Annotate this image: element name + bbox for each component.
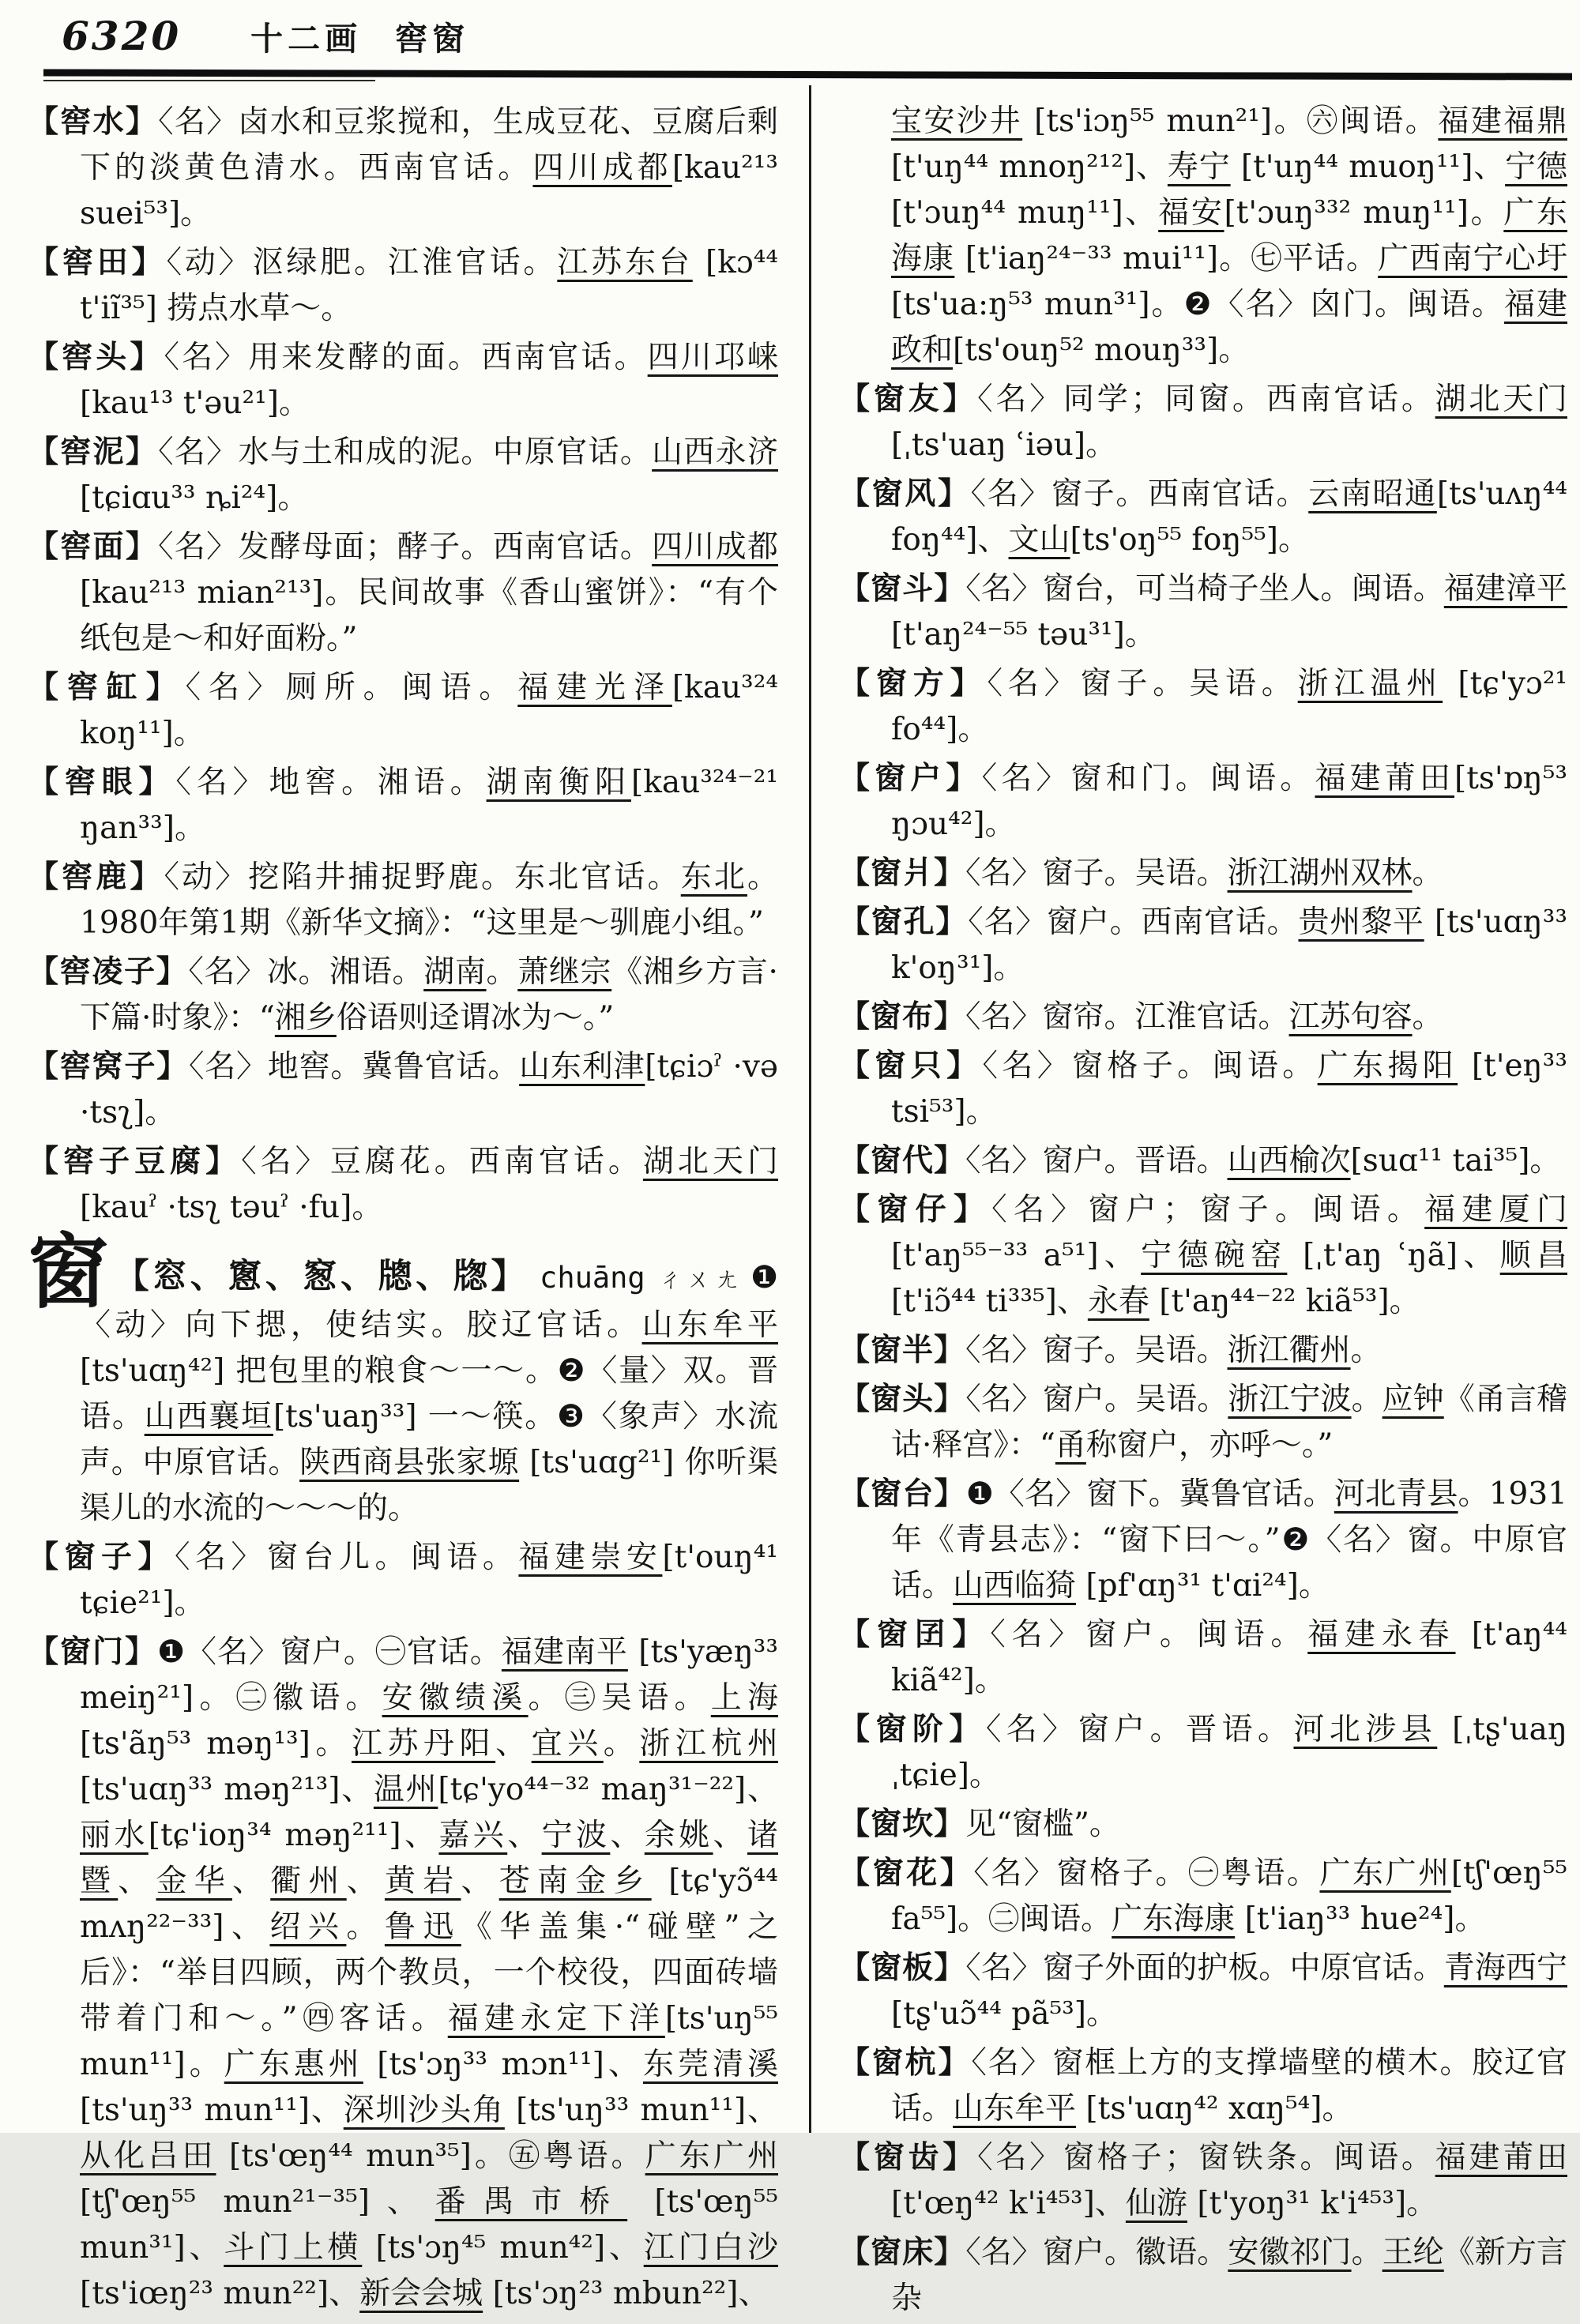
entry-headword: 【窗花】	[839, 1855, 974, 1891]
dict-entry	[28, 1044, 778, 1136]
column-divider	[809, 85, 811, 2133]
dict-entry	[839, 376, 1567, 468]
entry-body: 〈名〉厕所。闽语。福建光泽[kau³²⁴ koŋ¹¹]。	[80, 670, 778, 751]
entry-body: 〈名〉窗帘。江淮官话。江苏句容。	[965, 999, 1443, 1035]
entry-headword: 【窗孔】	[839, 904, 969, 940]
entry-headword: 【窖缸】	[28, 669, 186, 705]
dict-entry	[839, 1376, 1567, 1468]
dict-entry	[839, 2134, 1567, 2227]
entry-headword: 【窗户】	[839, 760, 982, 796]
entry-body: 〈名〉用来发酵的面。西南官话。四川邛崃[kau¹³ t'əu²¹]。	[80, 340, 778, 421]
stroke-count-section: 十二画	[250, 20, 363, 58]
entry-headword: 【窖水】	[28, 103, 159, 140]
dict-entry	[839, 1801, 1567, 1848]
dict-entry	[28, 99, 778, 237]
entry-headword: 【窗台】	[839, 1476, 966, 1512]
entry-body: 〈名〉窗户。徽语。安徽祁门。王纶《新方言杂	[891, 2235, 1567, 2316]
dict-entry	[839, 1611, 1567, 1704]
dict-entry	[28, 524, 778, 662]
entry-headword: 【窗门】	[28, 1634, 157, 1670]
section-characters: 窖窗	[395, 20, 470, 58]
entry-body: 宝安沙井 [ts'iɔŋ⁵⁵ mun²¹]。㊅闽语。福建福鼎[t'uŋ⁴⁴ mnoŋ²¹²]、寿宁 [t'uŋ⁴⁴ muoŋ¹¹]、宁德[t'ɔuŋ⁴⁴ muŋ¹¹]、福安[t'ɔuŋ³³² muŋ¹¹]。广东海康 [t'iaŋ²⁴⁻³³ mui¹¹]。㊆平话。广西南宁心圩[ts'ua:ŋ⁵³ mun³¹]。❷〈名〉囟门。闽语。福建政和[ts'ouŋ⁵² mouŋ³³]。	[891, 103, 1567, 368]
dict-entry	[28, 949, 778, 1041]
entry-body: 〈名〉窗子。吴语。浙江衢州。	[965, 1333, 1382, 1368]
entry-headword: 【窗坎】	[839, 1806, 966, 1842]
dict-entry	[28, 239, 778, 332]
entry-body: 〈名〉窗格子。㊀粤语。广东广州[tʃ'œŋ⁵⁵ fa⁵⁵]。㊁闽语。广东海康 [t'iaŋ³³ hue²⁴]。	[891, 1856, 1567, 1937]
entry-headword: 【窗半】	[839, 1332, 966, 1368]
entry-headword: 【窗代】	[839, 1142, 966, 1179]
entry-headword: 【窗囝】	[839, 1616, 991, 1653]
entry-headword: 【窖田】	[28, 244, 167, 280]
entry-body: 〈名〉窗户。闽语。福建永春 [t'aŋ⁴⁴ kiã⁴²]。	[891, 1617, 1567, 1698]
entry-body: 〈名〉豆腐花。西南官话。湖北天门 [kauˀ ·tsʅ təuˀ ·fu]。	[80, 1144, 778, 1225]
entry-body: 〈名〉地窖。湘语。湖南衡阳[kau³²⁴⁻²¹ ŋan³³]。	[80, 765, 778, 846]
entry-headword: 【窗方】	[839, 665, 988, 701]
entry-headword: 【窗齿】	[839, 2139, 978, 2175]
entry-headword: 【窗友】	[839, 381, 978, 417]
entry-headword: 【窗杭】	[839, 2044, 972, 2081]
headword-entry	[28, 1225, 779, 1532]
entry-headword: 【窖头】	[28, 339, 164, 375]
entry-headword: 【窖泥】	[28, 434, 159, 470]
dict-entry	[28, 759, 778, 852]
headword-character: 窗	[28, 1225, 112, 1320]
entry-headword: 【窗阶】	[839, 1711, 986, 1747]
dict-entry	[839, 1850, 1567, 1942]
entry-headword: 【窗斗】	[839, 570, 966, 607]
pinyin-reading: chuāng	[540, 1261, 645, 1295]
left-column	[28, 96, 778, 2319]
entry-headword: 【窗布】	[839, 998, 966, 1035]
entry-headword: 【窖子豆腐】	[28, 1143, 242, 1179]
entry-headword: 【窗子】	[28, 1539, 175, 1575]
entry-body: 〈名〉窗户；窗子。闽语。福建厦门 [t'aŋ⁵⁵⁻³³ a⁵¹]、宁德碗窑 [ˌt'aŋ ʿŋã]、顺昌[t'iɔ̃⁴⁴ ti³³⁵]、永春 [t'aŋ⁴⁴⁻²² kiã⁵³]。	[891, 1192, 1567, 1319]
page-number: 6320	[62, 13, 182, 59]
dict-entry	[28, 854, 778, 946]
entry-body: 〈名〉窗子。吴语。浙江温州 [tɕ'yɔ²¹ fo⁴⁴]。	[891, 666, 1567, 747]
entry-headword: 【窖窝子】	[28, 1048, 189, 1085]
dict-entry	[839, 1043, 1567, 1135]
entry-body: 〈名〉窗子外面的护板。中原官话。青海西宁[tʂ'uɔ̃⁴⁴ pã⁵³]。	[891, 1950, 1567, 2032]
entry-headword: 【窗头】	[839, 1381, 966, 1417]
entry-body: 〈名〉地窖。冀鲁官话。山东利津[tɕiɔˀ ·və ·tsʅ]。	[80, 1049, 778, 1130]
dict-entry	[839, 1138, 1567, 1184]
dict-entry	[28, 1629, 778, 2317]
entry-headword: 【窗只】	[839, 1047, 983, 1084]
variant-forms: 【窓、窻、䆫、牕、牎】	[115, 1257, 529, 1296]
entry-body: 〈动〉挖陷井捕捉野鹿。东北官话。东北。1980年第1期《新华文摘》：“这里是～驯鹿小组。”	[80, 859, 778, 941]
entry-body: 〈名〉窗框上方的支撑墙壁的横木。胶辽官话。山东牟平 [ts'uɑŋ⁴² xɑŋ⁵⁴]。	[891, 2045, 1567, 2127]
dict-entry	[839, 1186, 1567, 1325]
entry-headword: 【窗爿】	[839, 855, 966, 891]
entry-headword: 【窗风】	[839, 476, 971, 512]
entry-headword: 【窖鹿】	[28, 859, 164, 895]
dict-entry	[28, 429, 778, 521]
entry-body: 〈名〉窗户。西南官话。贵州黎平 [ts'uɑŋ³³ k'oŋ³¹]。	[891, 904, 1567, 986]
dict-entry	[839, 1945, 1567, 2037]
entry-body: ❶〈名〉窗户。㊀官话。福建南平 [ts'yæŋ³³ meiŋ²¹]。㊁徽语。安徽绩溪。㊂吴语。上海 [ts'ãŋ⁵³ məŋ¹³]。江苏丹阳、宜兴。浙江杭州 [ts'uɑŋ³³ məŋ²¹³]、温州[tɕ'yo⁴⁴⁻³² maŋ³¹⁻²²]、丽水[tɕ'ioŋ³⁴ məŋ²¹¹]、嘉兴、宁波、余姚、诸暨、金华、衢州、黄岩、苍南金乡 [tɕ'yɔ̃⁴⁴ mʌŋ²²⁻³³]、绍兴。鲁迅《华盖集·“碰壁”之后》：“举目四顾，两个教员，一个校役，四面砖墙带着门和～。”㊃客话。福建永定下洋[ts'uŋ⁵⁵ mun¹¹]。广东惠州 [ts'ɔŋ³³ mɔn¹¹]、东莞清溪 [ts'uŋ³³ mun¹¹]、深圳沙头角 [ts'uŋ³³ mun¹¹]、从化吕田 [ts'œŋ⁴⁴ mun³⁵]。㊄粤语。广东广州[tʃ'œŋ⁵⁵ mun²¹⁻³⁵]、番禺市桥 [ts'œŋ⁵⁵ mun³¹]、斗门上横 [ts'ɔŋ⁴⁵ mun⁴²]、江门白沙 [ts'iœŋ²³ mun²²]、新会会城 [ts'ɔŋ²³ mbun²²]、	[80, 1634, 778, 2311]
entry-body: ❶〈动〉向下揌，使结实。胶辽官话。山东牟平 [ts'uɑŋ⁴²] 把包里的粮食～一～。❷〈量〉双。晋语。山西襄垣[ts'uaŋ³³] 一～筷。❸〈象声〉水流声。中原官话。陕西商县张家塬 [ts'uɑg²¹] 你听渠渠儿的水流的～～～的。	[80, 1260, 779, 1526]
dict-entry	[839, 566, 1567, 658]
dict-entry	[839, 994, 1567, 1040]
entry-body: 〈动〉沤绿肥。江淮官话。江苏东台 [kɔ⁴⁴ t'iĩ³⁵] 捞点水草～。	[80, 245, 778, 326]
entry-body: 〈名〉同学；同窗。西南官话。湖北天门[ˌts'uaŋ ʿiəu]。	[891, 382, 1567, 463]
entry-body: 〈名〉卤水和豆浆搅和，生成豆花、豆腐后剩下的淡黄色清水。西南官话。四川成都[kau²¹³ suei⁵³]。	[80, 104, 778, 231]
entry-body: 见“窗槛”。	[965, 1807, 1120, 1842]
dict-entry	[839, 1706, 1567, 1799]
page-header	[62, 13, 469, 59]
entry-body: 〈名〉窗户。晋语。河北涉县 [ˌtʂ'uaŋ ˌtɕie]。	[891, 1712, 1567, 1793]
dict-entry	[839, 755, 1567, 848]
entry-body: 〈名〉冰。湘语。湖南。萧继宗《湘乡方言·下篇·时象》：“湘乡俗语则迳谓冰为～。”	[80, 954, 778, 1036]
entry-body: 〈名〉窗台，可当椅子坐人。闽语。福建漳平 [t'aŋ²⁴⁻⁵⁵ təu³¹]。	[891, 571, 1567, 652]
entry-headword: 【窖凌子】	[28, 953, 189, 990]
header-rule	[43, 69, 1572, 80]
dict-entry	[839, 471, 1567, 563]
dict-entry	[839, 2229, 1567, 2322]
entry-body: 〈名〉发酵母面；酵子。西南官话。四川成都[kau²¹³ mian²¹³]。民间故事《香山蜜饼》：“有个纸包是～和好面粉。”	[80, 529, 778, 656]
right-column	[839, 96, 1567, 2324]
entry-headword: 【窗板】	[839, 1950, 966, 1986]
entry-body: 〈名〉窗和门。闽语。福建莆田[ts'ɒŋ⁵³ ŋɔu⁴²]。	[891, 761, 1567, 842]
entry-body: 〈名〉窗子。西南官话。云南昭通[ts'uʌŋ⁴⁴ foŋ⁴⁴]、文山[ts'oŋ⁵⁵ foŋ⁵⁵]。	[891, 476, 1567, 558]
dict-entry	[28, 334, 778, 427]
dict-entry	[839, 1327, 1567, 1374]
dict-entry	[839, 660, 1567, 753]
dict-entry	[839, 1471, 1567, 1609]
dict-entry	[839, 850, 1567, 897]
zhuyin-reading: ㄔㄨㄤ	[654, 1265, 743, 1294]
entry-headword: 【窗仔】	[839, 1191, 992, 1228]
entry-continuation	[839, 99, 1567, 374]
entry-body: 〈名〉窗台儿。闽语。福建崇安[t'ouŋ⁴¹ tɕie²¹]。	[80, 1540, 778, 1621]
dict-entry	[839, 899, 1567, 991]
entry-headword: 【窗床】	[839, 2234, 966, 2270]
entry-body: 〈名〉窗户。晋语。山西榆次[suɑ¹¹ tai³⁵]。	[965, 1143, 1561, 1179]
entry-body: 〈名〉窗格子；窗铁条。闽语。福建莆田 [t'œŋ⁴² k'i⁴⁵³]、仙游 [t'yoŋ³¹ k'i⁴⁵³]。	[891, 2140, 1567, 2221]
entry-body: 〈名〉窗户。吴语。浙江宁波。应钟《甬言稽诂·释宫》：“甬称窗户，亦呼～。”	[891, 1382, 1567, 1463]
dict-entry	[28, 1534, 778, 1626]
entry-body: ❶〈名〉窗下。冀鲁官话。河北青县。1931年《青县志》：“窗下曰～。”❷〈名〉窗。中原官话。山西临猗 [pf'ɑŋ³¹ t'ɑi²⁴]。	[891, 1476, 1567, 1604]
dict-entry	[28, 664, 778, 757]
dict-entry	[839, 2040, 1567, 2132]
entry-body: 〈名〉窗格子。闽语。广东揭阳 [t'eŋ³³ tsi⁵³]。	[891, 1048, 1567, 1130]
dict-entry	[28, 1138, 778, 1231]
entry-body: 〈名〉窗子。吴语。浙江湖州双林。	[965, 856, 1443, 891]
header-rule-thin	[43, 80, 375, 81]
entry-headword: 【窖眼】	[28, 764, 176, 800]
entry-headword: 【窖面】	[28, 528, 159, 565]
entry-body: 〈名〉水与土和成的泥。中原官话。山西永济[tɕiɑu³³ ȵi²⁴]。	[80, 434, 778, 516]
